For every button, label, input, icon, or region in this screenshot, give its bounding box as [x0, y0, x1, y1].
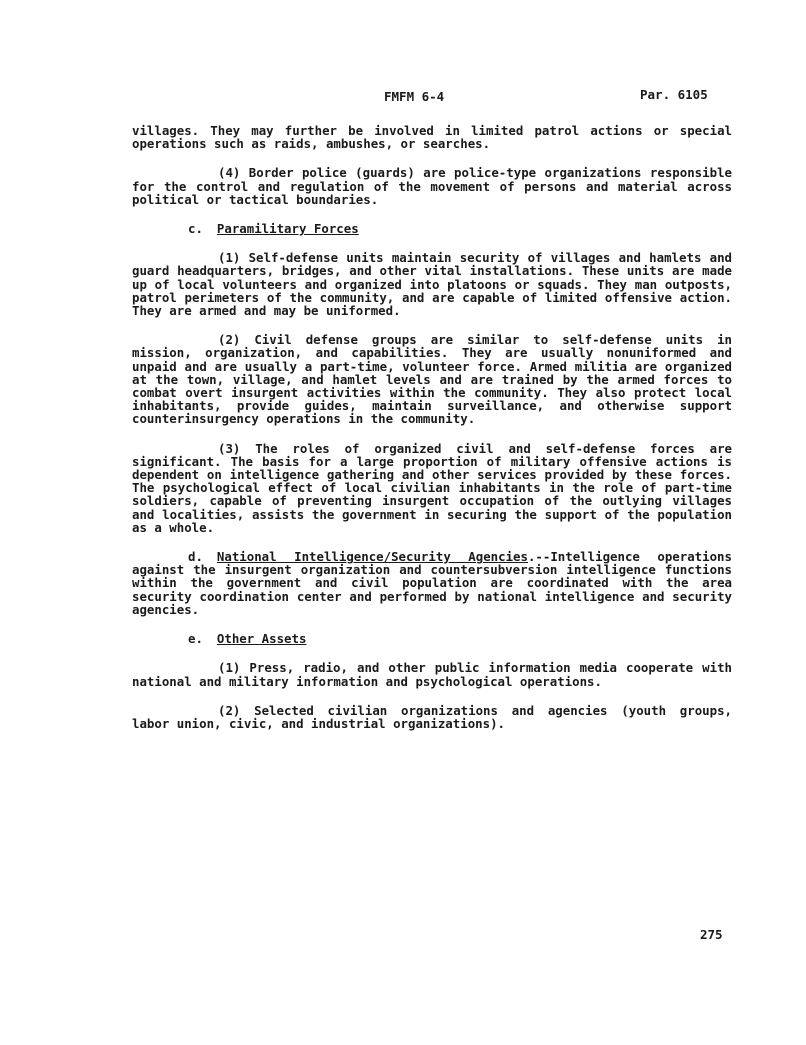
manual-header: FMFM 6-4	[384, 89, 445, 104]
paragraph-e1: (1) Press, radio, and other public information media cooperate with national and military information and psychological operations.	[132, 660, 732, 689]
page-number: 275	[700, 927, 723, 942]
paragraph-c2: (2) Civil defense groups are similar to self-defense units in mission, organization, and capabilities. They are usually nonuniformed and unpaid and are usually a part-time, volunteer force. Armed militia are organized at the town, village, and hamlet levels and are trained by the armed forces to combat overt insurgent activities within the community. They also protect local inhabitants, provide guides, maintain surveillance, and otherwise support counterinsurgency operations in the community.	[132, 332, 732, 427]
section-d-letter: d.	[188, 549, 203, 565]
paragraph-header: Par. 6105	[640, 87, 708, 102]
section-c-title: Paramilitary Forces	[216, 221, 359, 237]
section-d-text: .--Intelligence operations against the insurgent organization and countersubversion intelligence functions within the government and civil population are coordinated with the area security coordination center and performed by national intelligence and security agencies.	[132, 549, 732, 617]
section-e-title: Other Assets	[216, 631, 307, 647]
section-c-heading	[188, 222, 732, 235]
section-d-paragraph	[132, 550, 732, 616]
paragraph-border-police: (4) Border police (guards) are police-type organizations responsible for the control and regulation of the movement of persons and material across political or tactical boundaries.	[132, 165, 732, 207]
paragraph-c1: (1) Self-defense units maintain security of villages and hamlets and guard headquarters, bridges, and other vital installations. These units are made up of local volunteers and organized into platoons or squads. They man outposts, patrol perimeters of the community, and are capable of limited offensive action. They are armed and may be uniformed.	[132, 250, 732, 319]
paragraph-c3: (3) The roles of organized civil and self-defense forces are significant. The basis for a large proportion of military offensive actions is dependent on intelligence gathering and other services provided by these forces. The psychological effect of local civilian inhabitants in the role of part-time soldiers, capable of preventing insurgent occupation of the outlying villages and localities, assists the government in securing the support of the population as a whole.	[132, 440, 732, 535]
paragraph-e2: (2) Selected civilian organizations and agencies (youth groups, labor union, civic, and industrial organizations).	[132, 702, 732, 731]
section-e-letter: e.	[188, 631, 203, 647]
section-e-heading	[188, 632, 732, 645]
section-d-title: National Intelligence/Security Agencies	[216, 549, 528, 565]
body-text	[132, 124, 732, 746]
section-c-letter: c.	[188, 221, 203, 237]
paragraph-continuation: villages. They may further be involved in limited patrol actions or special operations such as raids, ambushes, or searches.	[132, 123, 732, 152]
